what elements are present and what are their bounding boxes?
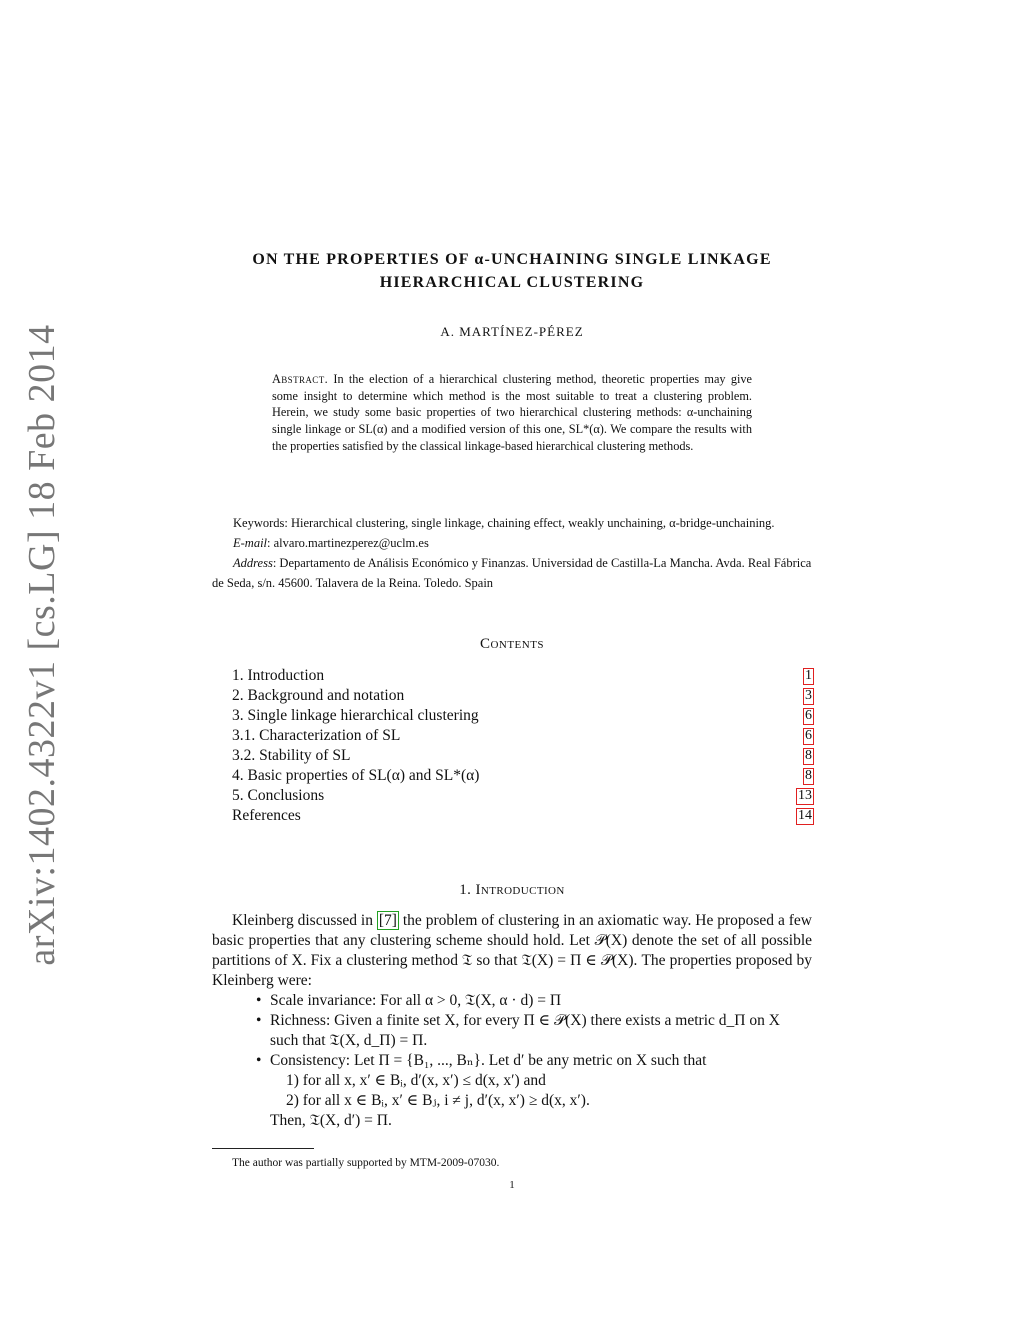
arxiv-sidebar [12,324,72,966]
address-label: Address [233,556,273,570]
bullet-consistency [212,1051,812,1071]
toc-page-link[interactable]: 8 [805,768,812,783]
email-line [212,533,812,553]
toc-entry-references[interactable] [232,806,814,826]
introduction-body [212,911,812,1131]
toc-entry-basic-properties[interactable] [232,766,814,786]
toc-label[interactable]: 3.1. Characterization of SL [232,727,401,744]
abstract [272,371,752,455]
toc-page-link[interactable]: 6 [805,728,812,743]
toc-entry-conclusions[interactable] [232,786,814,806]
toc-page-link[interactable]: 8 [805,748,812,763]
toc-entry-single-linkage[interactable] [232,706,814,726]
consistency-conclusion: Then, 𝔗(X, d′) = Π. [270,1112,392,1129]
toc-entry-background[interactable] [232,686,814,706]
bullet-text: Richness: Given a finite set X, for every Π ∈ 𝒫(X) there exists a metric d_Π on X such that 𝔗(X, d_Π) = Π. [270,1012,780,1049]
toc-label[interactable]: 3. Single linkage hierarchical clustering [232,707,479,724]
toc-entry-stability[interactable] [232,746,814,766]
toc-page-link[interactable]: 3 [805,688,812,703]
toc-label[interactable]: 1. Introduction [232,667,325,684]
title-line-1: ON THE PROPERTIES OF α-UNCHAINING SINGLE LINKAGE [252,251,772,268]
abstract-text: In the election of a hierarchical clustering method, theoretic properties may give some insight to determine which method is the most suitable to treat a clustering problem. Herein, we study some basic properties of two hierarchical clustering methods: α-unchaining single linkage or SL(α) and a modified version of this one, SL*(α). We compare the results with the properties satisfied by the classical linkage-based hierarchical clustering methods. [272,372,752,453]
footnote-divider [212,1148,314,1149]
consistency-item-2: 2) for all x ∈ Bᵢ, x′ ∈ Bⱼ, i ≠ j, d′(x, x′) ≥ d(x, x′). [286,1092,590,1109]
bullet-text: Scale invariance: For all α > 0, 𝔗(X, α · d) = Π [270,992,562,1009]
toc-label[interactable]: 3.2. Stability of SL [232,747,351,764]
toc-label[interactable]: 2. Background and notation [232,687,405,704]
title-line-2: HIERARCHICAL CLUSTERING [379,274,645,291]
toc-page-link[interactable]: 6 [805,708,812,723]
toc-page-link[interactable]: 13 [798,788,812,803]
intro-text-rest: the problem of clustering in an axiomatic way. He proposed a few basic properties that any clustering scheme should hold. Let 𝒫(X) denote the set of all possible partitions of X. Fix a clustering method 𝔗 so that 𝔗(X) = Π ∈ 𝒫(X). The properties proposed by Kleinberg were: [212,912,812,989]
bullet-text: Consistency: Let Π = {B₁, ..., Bₙ}. Let d′ be any metric on X such that [270,1052,707,1069]
toc-label[interactable]: References [232,807,301,824]
contents-heading: Contents [479,636,545,652]
toc-label[interactable]: 4. Basic properties of SL(α) and SL*(α) [232,767,480,784]
email-label: E-mail [233,536,268,550]
bullet-icon: • [256,1052,262,1069]
bullet-icon: • [256,992,262,1009]
citation-link[interactable]: [7] [378,912,397,929]
toc-entry-characterization[interactable] [232,726,814,746]
toc-label[interactable]: 5. Conclusions [232,787,325,804]
keywords: Keywords: Hierarchical clustering, single linkage, chaining effect, weakly unchaining, α-bridge-unchaining. [233,516,775,530]
paper-title [170,248,854,294]
email-address: : alvaro.martinezperez@uclm.es [267,536,429,550]
address-line [212,553,812,593]
bullet-richness [212,1011,812,1051]
author-name: A. MARTÍNEZ-PÉREZ [440,324,584,339]
section-heading-introduction: 1. Introduction [459,882,565,898]
footnote: The author was partially supported by MTM-2009-07030. [232,1157,500,1169]
arxiv-identifier: arXiv:1402.4322v1 [cs.LG] 18 Feb 2014 [21,324,63,966]
toc-entry-introduction[interactable] [232,666,814,686]
toc-page-link[interactable]: 1 [805,668,812,683]
page-number: 1 [509,1179,515,1191]
front-matter [212,513,812,593]
bullet-scale-invariance [212,991,812,1011]
intro-paragraph [212,911,812,991]
consistency-item-1: 1) for all x, x′ ∈ Bᵢ, d′(x, x′) ≤ d(x, x′) and [286,1072,546,1089]
table-of-contents [232,666,814,826]
abstract-label: Abstract. [272,372,329,386]
toc-page-link[interactable]: 14 [798,808,812,823]
address-text: : Departamento de Análisis Económico y Finanzas. Universidad de Castilla-La Mancha. Avda. Real Fábrica de Seda, s/n. 45600. Talavera de la Reina. Toledo. Spain [212,556,812,590]
bullet-icon: • [256,1012,262,1029]
intro-text-start: Kleinberg discussed in [232,912,377,929]
